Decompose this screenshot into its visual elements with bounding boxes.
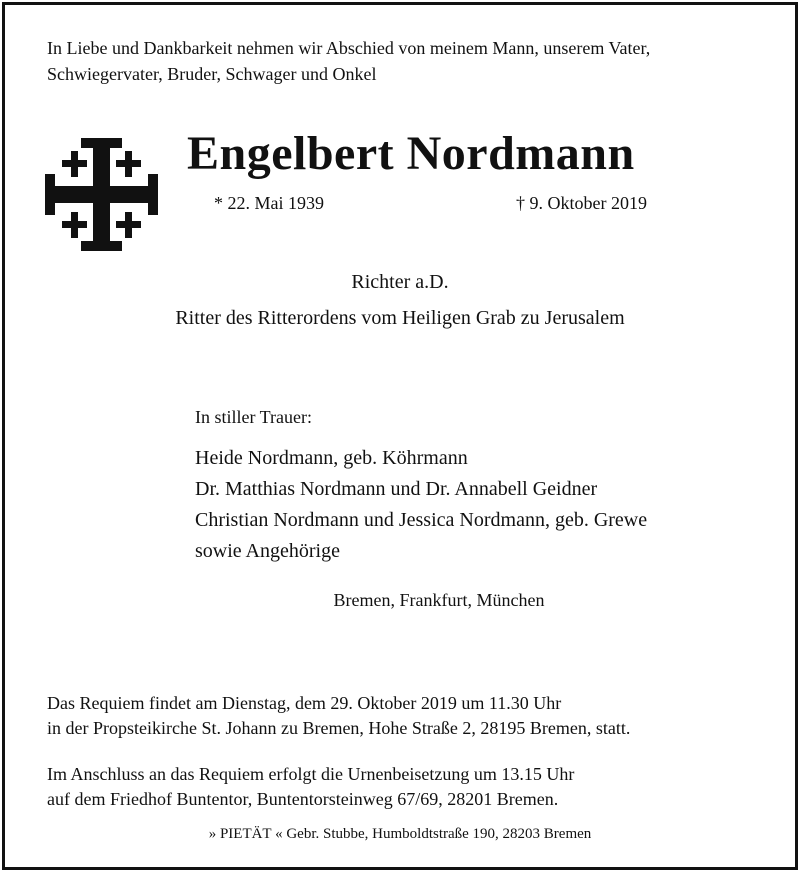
jerusalem-cross-icon	[45, 138, 158, 251]
birth-date: * 22. Mai 1939	[214, 193, 324, 213]
mourning-label: In stiller Trauer:	[195, 407, 312, 427]
intro-line-1: In Liebe und Dankbarkeit nehmen wir Abschied von meinem Mann, unserem Vater,	[47, 38, 651, 58]
death-date: † 9. Oktober 2019	[516, 193, 647, 213]
requiem-info	[47, 691, 630, 741]
deceased-title: Richter a.D.	[351, 271, 449, 293]
mourner-line: Christian Nordmann und Jessica Nordmann, geb. Grewe	[195, 509, 648, 531]
deceased-honor: Ritter des Ritterordens vom Heiligen Grab zu Jerusalem	[175, 307, 625, 329]
deceased-name: Engelbert Nordmann	[187, 127, 635, 180]
mourner-line: sowie Angehörige	[195, 540, 340, 562]
requiem-line-1: Das Requiem findet am Dienstag, dem 29. Oktober 2019 um 11.30 Uhr	[47, 693, 562, 713]
burial-line-2: auf dem Friedhof Buntentor, Buntentorsteinweg 67/69, 28201 Bremen.	[47, 789, 559, 809]
places: Bremen, Frankfurt, München	[333, 590, 545, 610]
requiem-line-2: in der Propsteikirche St. Johann zu Bremen, Hohe Straße 2, 28195 Bremen, statt.	[47, 718, 631, 738]
burial-line-1: Im Anschluss an das Requiem erfolgt die Urnenbeisetzung um 13.15 Uhr	[47, 764, 575, 784]
intro-line-2: Schwiegervater, Bruder, Schwager und Onkel	[47, 64, 377, 84]
burial-info	[47, 762, 574, 812]
funeral-home-footer: » PIETÄT « Gebr. Stubbe, Humboldtstraße 190, 28203 Bremen	[208, 826, 592, 842]
mourners-list	[195, 443, 647, 567]
mourner-line: Dr. Matthias Nordmann und Dr. Annabell Geidner	[195, 478, 598, 500]
intro-text	[47, 35, 650, 87]
mourner-line: Heide Nordmann, geb. Köhrmann	[195, 447, 468, 469]
